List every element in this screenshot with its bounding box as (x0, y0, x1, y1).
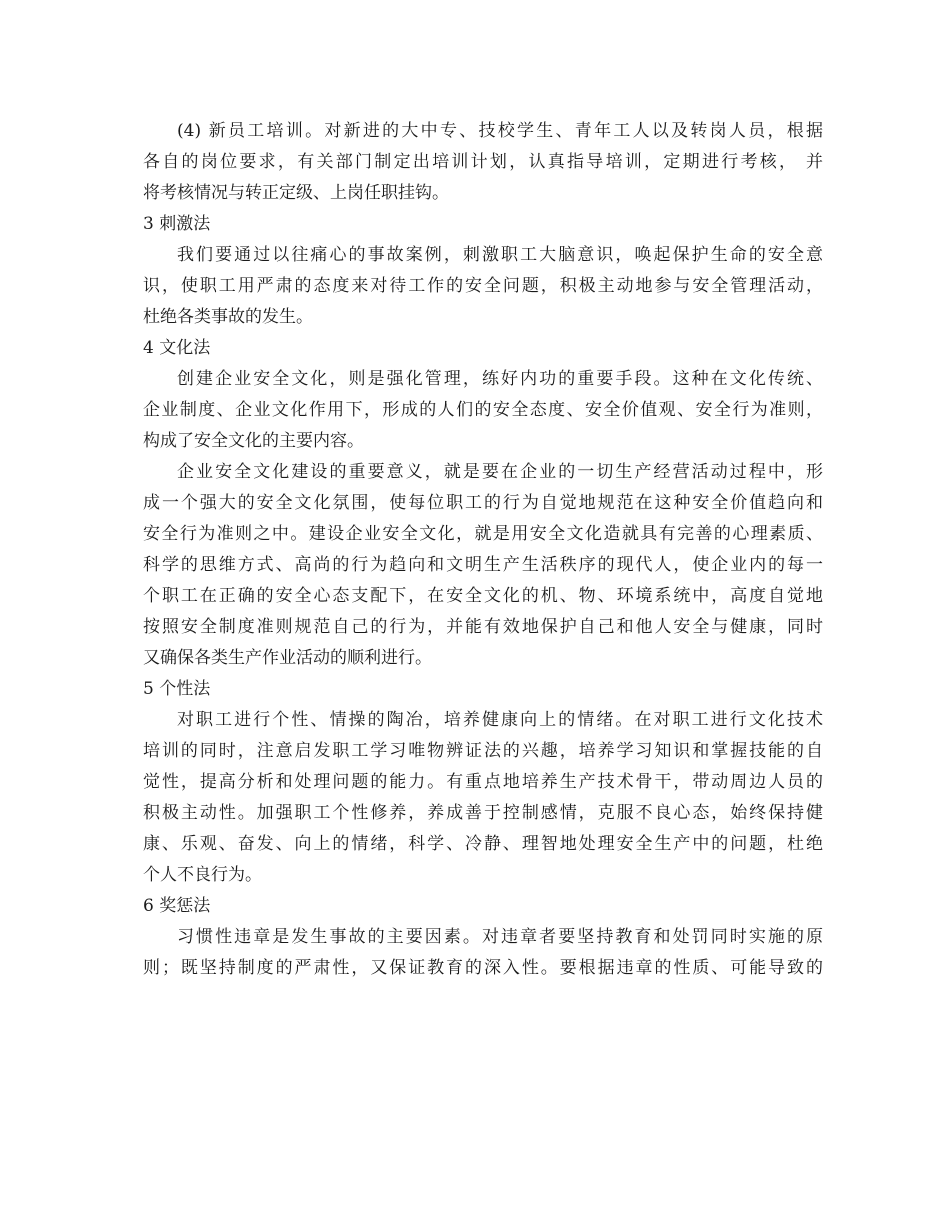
paragraph-line: 又确保各类生产作业活动的顺利进行。 (143, 648, 432, 668)
section-heading: 3 刺激法 (143, 214, 211, 234)
paragraph-line: (4) 新员工培训。对新进的大中专、技校学生、青年工人以及转岗人员，根据 (177, 121, 823, 141)
document-body (143, 116, 823, 984)
paragraph-line: 我们要通过以往痛心的事故案例，刺激职工大脑意识，唤起保护生命的安全意 (177, 245, 823, 265)
paragraph-line: 构成了安全文化的主要内容。 (143, 431, 364, 451)
paragraph-line: 创建企业安全文化，则是强化管理，练好内功的重要手段。这种在文化传统、 (177, 369, 823, 389)
section-heading: 6 奖惩法 (143, 896, 211, 916)
paragraph-line: 企业安全文化建设的重要意义，就是要在企业的一切生产经营活动过程中，形 (177, 462, 823, 482)
paragraph-line: 杜绝各类事故的发生。 (143, 307, 313, 327)
paragraph-line: 个职工在正确的安全心态支配下，在安全文化的机、物、环境系统中，高度自觉地 (143, 586, 823, 606)
paragraph-line: 则；既坚持制度的严肃性，又保证教育的深入性。要根据违章的性质、可能导致的 (143, 958, 823, 978)
paragraph-line: 识，使职工用严肃的态度来对待工作的安全问题，积极主动地参与安全管理活动， (143, 276, 823, 296)
section-heading: 4 文化法 (143, 338, 211, 358)
paragraph-line: 康、乐观、奋发、向上的情绪，科学、冷静、理智地处理安全生产中的问题，杜绝 (143, 834, 823, 854)
paragraph-line: 习惯性违章是发生事故的主要因素。对违章者要坚持教育和处罚同时实施的原 (177, 927, 823, 947)
paragraph-line: 成一个强大的安全文化氛围，使每位职工的行为自觉地规范在这种安全价值趋向和 (143, 493, 823, 513)
paragraph-line: 将考核情况与转正定级、上岗任职挂钩。 (143, 183, 449, 203)
paragraph-line: 培训的同时，注意启发职工学习唯物辨证法的兴趣，培养学习知识和掌握技能的自 (143, 741, 823, 761)
paragraph-line: 科学的思维方式、高尚的行为趋向和文明生产生活秩序的现代人，使企业内的每一 (143, 555, 823, 575)
paragraph-line: 各自的岗位要求，有关部门制定出培训计划，认真指导培训，定期进行考核， 并 (143, 152, 823, 172)
paragraph-line: 积极主动性。加强职工个性修养，养成善于控制感情，克服不良心态，始终保持健 (143, 803, 823, 823)
section-heading: 5 个性法 (143, 679, 211, 699)
paragraph-line: 觉性，提高分析和处理问题的能力。有重点地培养生产技术骨干，带动周边人员的 (143, 772, 823, 792)
paragraph-line: 按照安全制度准则规范自己的行为，并能有效地保护自己和他人安全与健康，同时 (143, 617, 823, 637)
paragraph-line: 企业制度、企业文化作用下，形成的人们的安全态度、安全价值观、安全行为准则， (143, 400, 823, 420)
paragraph-line: 个人不良行为。 (143, 865, 262, 885)
paragraph-line: 安全行为准则之中。建设企业安全文化，就是用安全文化造就具有完善的心理素质、 (143, 524, 823, 544)
paragraph-line: 对职工进行个性、情操的陶冶，培养健康向上的情绪。在对职工进行文化技术 (177, 710, 823, 730)
